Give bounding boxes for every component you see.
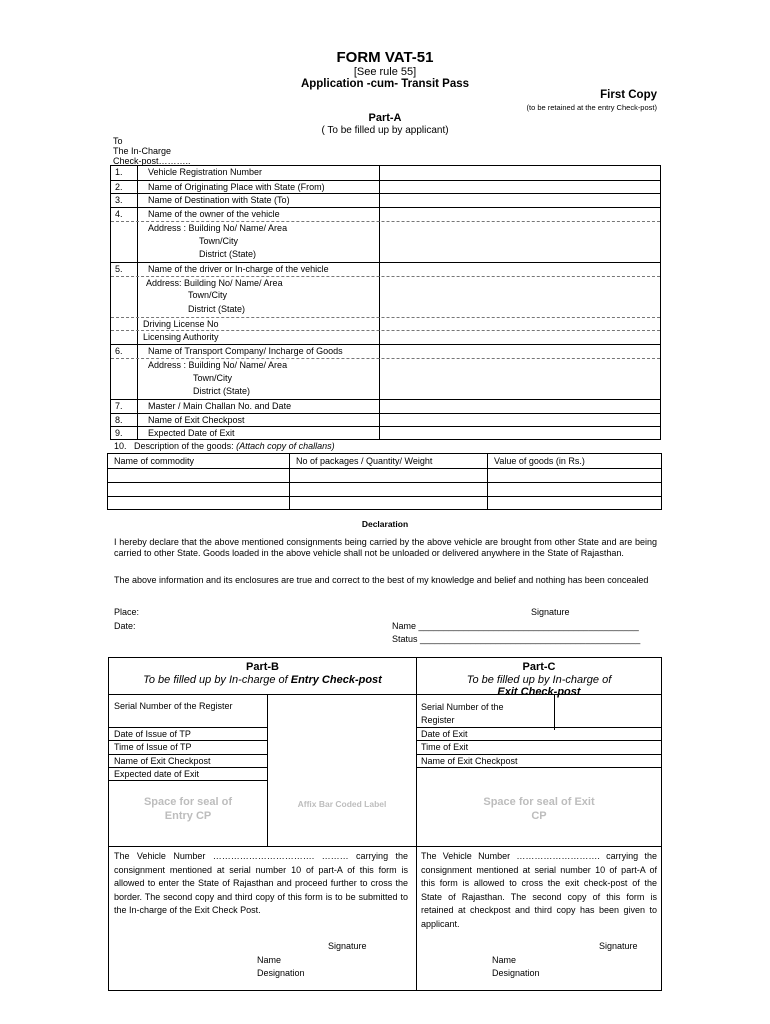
- applicant-status-label: Status ____________________________________________: [392, 634, 641, 644]
- value-header: Value of goods (in Rs.): [494, 456, 585, 466]
- rule-reference: [See rule 55]: [353, 66, 417, 78]
- part-c-statement: The Vehicle Number ………………………. carrying the consignment mentioned at serial number 10 of part-A of this form is allowed to cross the exit check-post of the State of Rajasthan. The second copy of this form is retained at checkpost and third copy has been given to applicant.: [421, 851, 657, 929]
- date-label: Date:: [114, 621, 136, 631]
- exit-seal-space: Space for seal of Exit CP: [483, 796, 595, 822]
- barcode-label-space: Affix Bar Coded Label: [297, 799, 387, 809]
- exit-date-field-label: Date of Exit: [421, 729, 468, 739]
- part-c-name-label: Name: [492, 955, 517, 965]
- entry-seal-space: Space for seal of Entry CP: [143, 796, 233, 822]
- part-b-title: Part-B: [245, 661, 279, 673]
- part-c-exit-checkpost-label: Name of Exit Checkpost: [421, 756, 518, 766]
- part-c-subtitle-bold: Exit Check-post: [497, 686, 581, 698]
- declaration-para-2: The above information and its enclosures are true and correct to the best of my knowledge and belief and nothing has been concealed: [114, 575, 649, 585]
- declaration-para-1: I hereby declare that the above mentioned consignments being carried by the above vehicle are brought from other State and are being carried to other State. Goods loaded in the above vehicle shall not be unloaded or delivered anywhere in the State of Rajasthan.: [114, 537, 657, 558]
- owner-label: Name of the owner of the vehicle: [148, 209, 280, 220]
- part-a-note: ( To be filled up by applicant): [321, 125, 449, 136]
- part-b-signature-label: Signature: [328, 941, 367, 951]
- part-c-title: Part-C: [522, 661, 556, 673]
- company-district-label: District (State): [193, 386, 251, 397]
- destination-label: Name of Destination with State (To): [148, 195, 290, 206]
- owner-district-label: District (State): [199, 249, 257, 260]
- exit-time-label: Time of Exit: [421, 742, 469, 752]
- licensing-authority-label: Licensing Authority: [143, 332, 219, 343]
- part-b-exit-checkpost-label: Name of Exit Checkpost: [114, 756, 211, 766]
- goods-description-label: 10. Description of the goods: (Attach copy of challans): [114, 441, 335, 451]
- driver-label: Name of the driver or In-charge of the vehicle: [148, 263, 329, 274]
- expected-exit-label: Expected date of Exit: [114, 769, 200, 779]
- part-b-statement: The Vehicle Number ……………………………. ……… carrying the consignment mentioned at serial number 10 of part-A of this form is allowed to enter the State of Rajasthan and proceed further to cross the border. The second copy and third copy of this form is to be submitted to the In-charge of the Exit Check Post.: [114, 851, 408, 915]
- commodity-header: Name of commodity: [114, 456, 195, 466]
- owner-town-label: Town/City: [199, 235, 239, 246]
- owner-address-label: Address : Building No/ Name/ Area: [148, 222, 288, 233]
- driver-district-label: District (State): [188, 304, 246, 314]
- copy-label: First Copy: [600, 89, 657, 101]
- license-label: Driving License No: [143, 318, 219, 329]
- form-subtitle: Application -cum- Transit Pass: [300, 78, 470, 90]
- vehicle-reg-label: Vehicle Registration Number: [148, 167, 263, 177]
- declaration-heading: Declaration: [361, 519, 409, 529]
- quantity-header: No of packages / Quantity/ Weight: [296, 456, 433, 466]
- part-a-title: Part-A: [368, 112, 402, 124]
- part-b-designation-label: Designation: [257, 968, 305, 978]
- issue-time-label: Time of Issue of TP: [114, 742, 192, 752]
- part-c-signature-label: Signature: [599, 941, 638, 951]
- company-address-label: Address : Building No/ Name/ Area: [148, 359, 288, 370]
- transport-company-label: Name of Transport Company/ Incharge of Goods: [148, 346, 343, 357]
- applicant-signature-label: Signature: [531, 607, 570, 617]
- part-bc-table: [108, 657, 662, 991]
- to-label: To: [113, 136, 123, 146]
- incharge-label: The In-Charge: [113, 146, 172, 156]
- exit-date-label: Expected Date of Exit: [148, 428, 235, 439]
- exit-checkpost-label: Name of Exit Checkpost: [148, 414, 245, 425]
- company-town-label: Town/City: [193, 372, 233, 383]
- part-b-name-label: Name: [257, 955, 282, 965]
- part-c-designation-label: Designation: [492, 968, 540, 978]
- challan-label: Master / Main Challan No. and Date: [148, 400, 292, 411]
- copy-note: (to be retained at the entry Check-post): [526, 103, 657, 112]
- goods-table: [107, 453, 662, 510]
- origin-label: Name of Originating Place with State (From): [148, 181, 325, 192]
- part-b-subtitle: To be filled up by In-charge of Entry Check-post: [143, 674, 382, 686]
- part-c-serial-label: Serial Number of the Register: [421, 702, 504, 725]
- part-c-subtitle: To be filled up by In-charge of: [466, 674, 612, 686]
- addressee: [113, 136, 191, 166]
- applicant-name-label: Name ____________________________________________: [392, 621, 639, 631]
- register-serial-label: Serial Number of the Register: [114, 701, 233, 711]
- driver-address-label: Address: Building No/ Name/ Area: [146, 277, 283, 288]
- driver-town-label: Town/City: [188, 290, 228, 301]
- form-title: FORM VAT-51: [336, 49, 434, 66]
- place-label: Place:: [114, 607, 140, 617]
- checkpost-label: Check-post………..: [113, 156, 191, 166]
- issue-date-label: Date of Issue of TP: [114, 729, 191, 739]
- part-a-table: 1. Vehicle Registration Number 2. Name of Originating Place with State (From) 3. Name of Destination with State (To) 4. Name of the owner of the vehicle Address : Building No/ Name/ Area Town/City District (State) 5. Name of the driver or In-charge of the vehicle Address: Building No/ Name/ Area Town/City District (State) Driving License No Licensing Authority 6. Name of Transport Company/ Incharge of Goods Address : Building No/ Name/ Area Town/City District (State) 7. Master / Main Challan No. and Date 8. Name of Exit Checkpost 9. Expected Date of Exit: [110, 165, 661, 440]
